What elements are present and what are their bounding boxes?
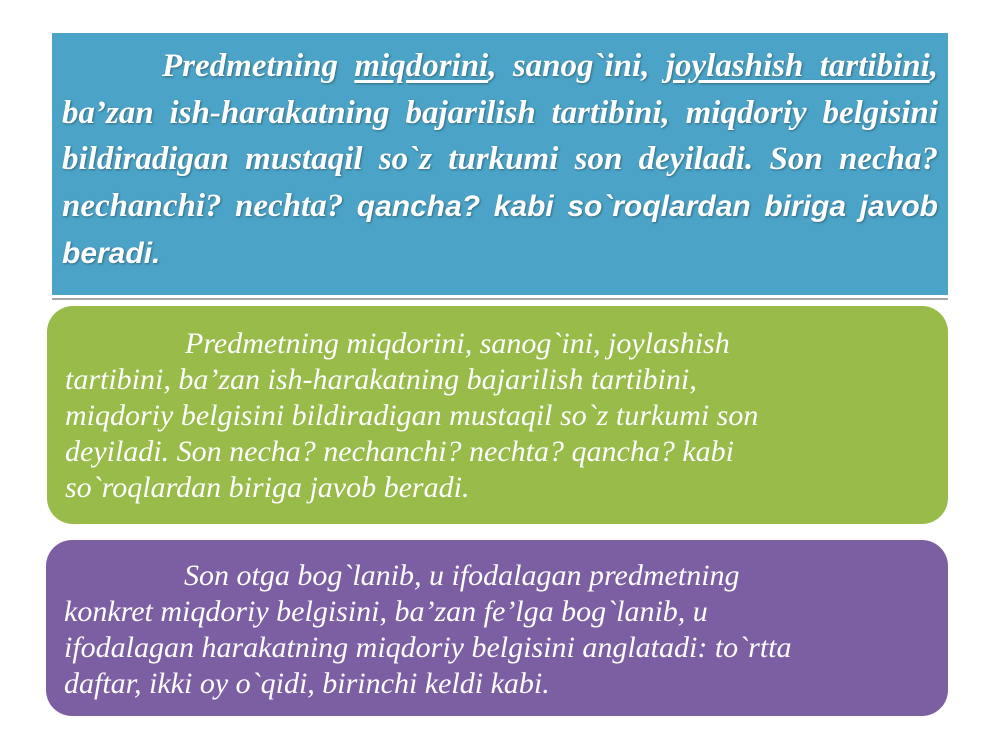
divider-line bbox=[52, 298, 948, 300]
definition-text-part3: , ba’zan ish-harakatning bajarilish tartibini, miqdoriy belgisini bildiradigan mustaqil so`z turkumi son deyiladi. Son necha? nechanchi? nechta? bbox=[62, 48, 938, 224]
definition-text-green: Predmetning miqdorini, sanog`ini, joylashish tartibini, ba’zan ish-harakatning bajarilish tartibini, miqdoriy belgisini bildiradigan mustaqil so`z turkumi son deyiladi. Son necha? nechanchi? nechta? qancha? kabi so`roqlardan biriga javob beradi. bbox=[65, 327, 759, 504]
definition-text-sans: qancha? kabi so`roqlardan biriga javob beradi. bbox=[62, 189, 938, 270]
explanation-box-purple bbox=[46, 540, 948, 716]
definition-text-part2: , sanog`ini, bbox=[488, 48, 666, 84]
underlined-term-miqdorini: miqdorini bbox=[354, 48, 489, 84]
underlined-term-joylashish: joylashish tartibini bbox=[665, 48, 930, 84]
definition-text-part1: Predmetning bbox=[162, 48, 355, 84]
explanation-text-purple: Son otga bog`lanib, u ifodalagan predmetning konkret miqdoriy belgisini, ba’zan fe’lga bog`lanib, u ifodalagan harakatning miqdoriy belgisini anglatadi: to`rtta daftar, ikki oy o`qidi, birinchi keldi kabi. bbox=[64, 559, 792, 700]
definition-box-blue bbox=[52, 33, 948, 295]
definition-box-green bbox=[47, 306, 948, 524]
definition-text-bold bbox=[62, 43, 938, 278]
